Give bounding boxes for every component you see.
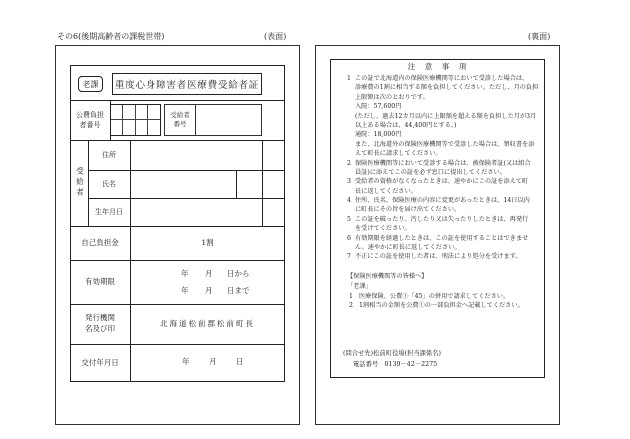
note-text — [355, 196, 544, 215]
facility-item-number: 2 — [349, 302, 353, 310]
digit-cell — [111, 120, 123, 135]
digit-cell — [123, 105, 135, 120]
facility-item-text: 医療保険、公費①「45」の併用で請求してください。 — [359, 292, 510, 300]
note-number: 4 — [347, 197, 351, 205]
recipient-section-label — [70, 140, 88, 226]
contact-phone: 電話番号 0139－42－2275 — [353, 361, 438, 368]
note-line: 受給者の資格がなくなったときは、速やかにこの証を添えて町 — [355, 178, 529, 186]
category-badge: 老課 — [78, 76, 103, 92]
note-item — [347, 159, 544, 178]
digit-cell — [148, 105, 160, 120]
issue-date-label: 交付年月日 — [81, 357, 119, 367]
note-line: また、北海道外の保険医療機関等で受診した場合は、領収書を添 — [355, 140, 535, 148]
validity-from-year: 年 — [181, 269, 189, 278]
validity-label: 有効期限 — [85, 276, 115, 286]
form-code: その6(後期高齢者の課税世帯) — [57, 32, 165, 41]
note-line: えて町長に請求してください。 — [355, 150, 442, 158]
address-label: 住所 — [102, 150, 116, 159]
note-text — [355, 215, 544, 234]
note-line: (ただし、過去12カ月以内に上限額を超える額を負担した月が3月 — [355, 112, 537, 120]
recipient-number-label-line: 受給者 — [170, 110, 190, 119]
notes-list — [347, 74, 544, 262]
note-text — [355, 177, 544, 196]
note-line: 有効期限を経過したときは、この証を使用することはできませ — [355, 234, 529, 242]
note-item — [347, 177, 544, 196]
note-text — [355, 74, 544, 159]
facility-notice-heading: 【保険医療機関等の皆様へ】 — [347, 273, 428, 280]
facility-notice-item — [347, 292, 544, 302]
note-line: 上限額は次のとおりです。 — [355, 93, 429, 101]
note-number: 5 — [347, 215, 351, 223]
note-item — [347, 234, 544, 253]
issue-date-year: 年 — [182, 357, 190, 366]
note-item — [347, 74, 544, 159]
note-line: 入院：57,600円 — [355, 103, 402, 111]
digit-cell — [136, 120, 148, 135]
note-item — [347, 252, 544, 261]
facility-item-number: 1 — [349, 292, 353, 300]
back-side-label: (裏面) — [528, 32, 551, 41]
validity-from-day: 日から — [227, 269, 250, 278]
recipient-number-label-line: 番号 — [173, 120, 187, 128]
note-line: 員証)に添えてこの証を必ず窓口に提出してください。 — [355, 168, 506, 176]
note-number: 7 — [347, 253, 351, 261]
validity-until-month: 月 — [205, 286, 213, 295]
digit-cell — [123, 120, 135, 135]
issue-date-day: 日 — [236, 357, 244, 366]
payer-number-label — [70, 100, 110, 140]
note-number: 6 — [347, 234, 351, 242]
note-number: 1 — [347, 75, 351, 82]
notes-title: 注 意 事 項 — [407, 62, 468, 71]
divider — [130, 140, 131, 382]
facility-notice-item — [347, 301, 544, 311]
note-line: ん。速やかに町長に返してください。 — [355, 244, 461, 252]
note-line: 保険医療機関等において受診する場合は、被保険者証(又は組合 — [355, 159, 531, 167]
note-text — [355, 252, 544, 261]
note-line: 住所、氏名、保険医療の内容に変更があったときは、14日以内 — [355, 197, 530, 205]
facility-notice — [347, 272, 544, 311]
recipient-number-label — [164, 104, 196, 136]
recipient-number-field — [195, 104, 262, 136]
recipient-label-text: 受給者 — [75, 167, 85, 199]
name-label: 氏名 — [102, 179, 116, 188]
digit-cell — [148, 120, 160, 135]
payer-number-label-line: 者番号 — [79, 121, 101, 129]
digit-cell — [111, 105, 123, 120]
copay-label: 自己負担金 — [81, 237, 119, 247]
validity-until-day: 日まで — [227, 286, 250, 295]
payer-number-field — [110, 104, 161, 136]
note-line: に町長にその旨を届け出てください。 — [355, 206, 461, 214]
validity-from-month: 月 — [205, 269, 213, 278]
front-side-label: (表面) — [264, 32, 287, 41]
note-number: 3 — [347, 178, 351, 186]
note-line: 診療費の1割に相当する額を負担してください。ただし、月の負担 — [355, 84, 539, 92]
note-text — [355, 159, 544, 178]
facility-notice-badge: 「老課」 — [347, 282, 372, 290]
note-line: を受けてください。 — [355, 225, 411, 233]
certificate-title: 重度心身障害者医療費受給者証 — [112, 73, 262, 95]
note-line: 以上ある場合は、44,400円とする。) — [355, 121, 457, 129]
note-line: 不正にこの証を使用した者は、刑法により処分を受けます。 — [355, 253, 522, 261]
note-number: 2 — [347, 159, 351, 167]
divider — [236, 170, 237, 198]
issuer-label-line: 名及び印 — [85, 324, 115, 333]
issuer-label-line: 発行機関 — [85, 313, 115, 323]
divider — [262, 140, 263, 226]
divider — [88, 170, 285, 171]
digit-cell — [136, 105, 148, 120]
note-line: 通院：18,000円 — [355, 131, 402, 139]
issuer-label — [70, 304, 130, 344]
note-text — [355, 234, 544, 253]
note-item — [347, 196, 544, 215]
divider — [88, 198, 285, 199]
birth-date-label: 生年月日 — [95, 207, 123, 216]
note-line: 長に返してください。 — [355, 187, 417, 195]
contact-label: (問合せ先)松前町役場(担当課係名) — [343, 350, 441, 357]
note-line: この証で北海道内の保険医療機関等において受診した場合は、 — [355, 75, 529, 82]
issuer-value: 北海道松前郡松前町長 — [160, 318, 255, 328]
payer-number-label-line: 公費負担 — [76, 110, 104, 119]
note-item — [347, 215, 544, 234]
copay-value: 1割 — [201, 237, 214, 247]
issue-date-month: 月 — [209, 357, 217, 366]
facility-item-text: 1割相当の金額を公費①の一部負担金へ記載してください。 — [359, 302, 524, 310]
note-line: この証を破ったり、汚したり又は失ったりしたときは、再発行 — [355, 215, 529, 223]
validity-until-year: 年 — [181, 286, 189, 295]
